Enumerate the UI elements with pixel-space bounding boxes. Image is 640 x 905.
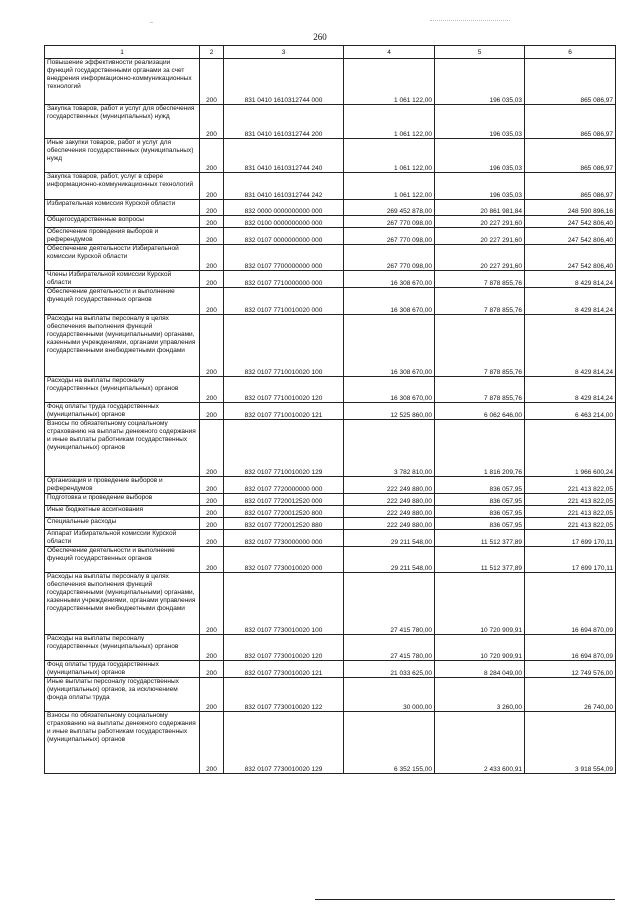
row-code-cell: 832 0107 7720012520 800 (224, 506, 344, 518)
table-row (45, 200, 616, 216)
row-code-cell: 832 0107 0000000000 000 (224, 228, 344, 245)
row-name-cell: Специальные расходы (45, 518, 200, 530)
table-header-row (45, 46, 616, 59)
row-remaining-cell: 6 463 214,00 (525, 403, 616, 420)
row-name-cell: Иные закупки товаров, работ и услуг для обеспечения государственных (муниципальных) нужд (45, 139, 200, 173)
row-code-cell: 831 0410 1610312744 242 (224, 173, 344, 200)
row-approved-cell: 222 249 880,00 (344, 477, 435, 494)
row-col2-cell: 200 (200, 494, 224, 506)
row-col2-cell: 200 (200, 678, 224, 712)
row-approved-cell: 30 000,00 (344, 678, 435, 712)
row-remaining-cell: 221 413 822,05 (525, 518, 616, 530)
row-name-cell: Обеспечение деятельности и выполнение функций государственных органов (45, 288, 200, 315)
row-code-cell: 832 0107 7710010020 100 (224, 315, 344, 377)
row-approved-cell: 29 211 548,00 (344, 530, 435, 547)
bottom-rule (315, 899, 615, 900)
row-col2-cell: 200 (200, 712, 224, 774)
row-col2-cell: 200 (200, 173, 224, 200)
row-executed-cell: 8 284 049,00 (435, 661, 525, 678)
row-approved-cell: 1 061 122,00 (344, 59, 435, 105)
row-name-cell: Избирательная комиссия Курской области (45, 200, 200, 216)
row-col2-cell: 200 (200, 139, 224, 173)
row-name-cell: Аппарат Избирательной комиссии Курской области (45, 530, 200, 547)
row-executed-cell: 836 057,95 (435, 506, 525, 518)
table-row (45, 105, 616, 139)
row-approved-cell: 222 249 880,00 (344, 506, 435, 518)
row-code-cell: 832 0100 0000000000 000 (224, 216, 344, 228)
row-name-cell: Взносы по обязательному социальному страхованию на выплаты денежного содержания и иные выплаты работникам государственных (муниципальных) органов (45, 712, 200, 774)
row-remaining-cell: 221 413 822,05 (525, 477, 616, 494)
row-approved-cell: 222 249 880,00 (344, 518, 435, 530)
row-executed-cell: 196 035,03 (435, 59, 525, 105)
row-executed-cell: 196 035,03 (435, 139, 525, 173)
row-remaining-cell: 221 413 822,05 (525, 494, 616, 506)
row-code-cell: 831 0410 1610312744 240 (224, 139, 344, 173)
row-name-cell: Закупка товаров, работ и услуг для обеспечения государственных (муниципальных) нужд (45, 105, 200, 139)
row-col2-cell: 200 (200, 403, 224, 420)
row-remaining-cell: 221 413 822,05 (525, 506, 616, 518)
header-cell-5: 5 (435, 46, 525, 59)
row-name-cell: Расходы на выплаты персоналу государственных (муниципальных) органов (45, 635, 200, 661)
row-executed-cell: 20 227 291,60 (435, 245, 525, 271)
row-col2-cell: 200 (200, 105, 224, 139)
table-row (45, 403, 616, 420)
row-approved-cell: 222 249 880,00 (344, 494, 435, 506)
row-code-cell: 832 0107 7710010020 121 (224, 403, 344, 420)
row-remaining-cell: 865 086,97 (525, 139, 616, 173)
table-row (45, 547, 616, 573)
row-executed-cell: 196 035,03 (435, 105, 525, 139)
row-col2-cell: 200 (200, 420, 224, 477)
row-executed-cell: 3 260,00 (435, 678, 525, 712)
row-col2-cell: 200 (200, 288, 224, 315)
table-row (45, 530, 616, 547)
row-code-cell: 832 0107 7700000000 000 (224, 245, 344, 271)
row-executed-cell: 1 816 209,76 (435, 420, 525, 477)
row-col2-cell: 200 (200, 216, 224, 228)
row-col2-cell: 200 (200, 271, 224, 288)
row-col2-cell: 200 (200, 377, 224, 403)
table-row (45, 377, 616, 403)
row-remaining-cell: 16 694 870,09 (525, 573, 616, 635)
table-row (45, 635, 616, 661)
row-name-cell: Закупка товаров, работ, услуг в сфере информационно-коммуникационных технологий (45, 173, 200, 200)
row-col2-cell: 200 (200, 518, 224, 530)
row-name-cell: Иные выплаты персоналу государственных (муниципальных) органов, за исключением фонда оплаты труда (45, 678, 200, 712)
row-name-cell: Иные бюджетные ассигнования (45, 506, 200, 518)
row-name-cell: Члены Избирательной комиссии Курской области (45, 271, 200, 288)
row-col2-cell: 200 (200, 635, 224, 661)
row-executed-cell: 20 861 981,84 (435, 200, 525, 216)
row-remaining-cell: 17 699 170,11 (525, 547, 616, 573)
row-approved-cell: 269 452 878,00 (344, 200, 435, 216)
row-approved-cell: 16 308 670,00 (344, 315, 435, 377)
row-col2-cell: 200 (200, 661, 224, 678)
table-row (45, 228, 616, 245)
row-executed-cell: 836 057,95 (435, 518, 525, 530)
table-row (45, 420, 616, 477)
row-code-cell: 832 0107 7730010020 100 (224, 573, 344, 635)
row-col2-cell: 200 (200, 200, 224, 216)
row-executed-cell: 836 057,95 (435, 477, 525, 494)
table-row (45, 173, 616, 200)
table-row (45, 315, 616, 377)
row-approved-cell: 12 525 860,00 (344, 403, 435, 420)
row-executed-cell: 20 227 291,60 (435, 228, 525, 245)
row-name-cell: Фонд оплаты труда государственных (муниципальных) органов (45, 403, 200, 420)
row-executed-cell: 6 062 646,00 (435, 403, 525, 420)
budget-table (44, 45, 616, 774)
row-remaining-cell: 247 542 806,40 (525, 228, 616, 245)
row-code-cell: 832 0107 7710000000 000 (224, 271, 344, 288)
row-col2-cell: 200 (200, 506, 224, 518)
row-code-cell: 832 0107 7730010020 000 (224, 547, 344, 573)
row-col2-cell: 200 (200, 573, 224, 635)
row-approved-cell: 1 061 122,00 (344, 173, 435, 200)
scan-artifact-dots (430, 20, 510, 21)
row-name-cell: Организация и проведение выборов и референдумов (45, 477, 200, 494)
row-name-cell: Подготовка и проведение выборов (45, 494, 200, 506)
page-number: 260 (313, 32, 327, 42)
table-row (45, 59, 616, 105)
row-executed-cell: 7 878 855,76 (435, 288, 525, 315)
row-executed-cell: 11 512 377,89 (435, 530, 525, 547)
table-row (45, 712, 616, 774)
header-cell-3: 3 (224, 46, 344, 59)
row-remaining-cell: 8 429 814,24 (525, 288, 616, 315)
row-approved-cell: 1 061 122,00 (344, 105, 435, 139)
table-row (45, 506, 616, 518)
row-approved-cell: 29 211 548,00 (344, 547, 435, 573)
header-cell-4: 4 (344, 46, 435, 59)
table-row (45, 288, 616, 315)
row-remaining-cell: 8 429 814,24 (525, 315, 616, 377)
row-approved-cell: 16 308 670,00 (344, 288, 435, 315)
row-approved-cell: 3 782 810,00 (344, 420, 435, 477)
row-code-cell: 832 0107 7720012520 000 (224, 494, 344, 506)
row-code-cell: 832 0107 7710010020 129 (224, 420, 344, 477)
table-row (45, 494, 616, 506)
row-executed-cell: 10 720 909,91 (435, 573, 525, 635)
row-name-cell: Общегосударственные вопросы (45, 216, 200, 228)
row-remaining-cell: 3 918 554,09 (525, 712, 616, 774)
row-remaining-cell: 16 694 870,09 (525, 635, 616, 661)
row-name-cell: Обеспечение деятельности Избирательной комиссии Курской области (45, 245, 200, 271)
row-executed-cell: 7 878 855,76 (435, 315, 525, 377)
row-executed-cell: 10 720 909,91 (435, 635, 525, 661)
row-remaining-cell: 865 086,97 (525, 173, 616, 200)
row-name-cell: Обеспечение деятельности и выполнение функций государственных органов (45, 547, 200, 573)
row-executed-cell: 836 057,95 (435, 494, 525, 506)
table-row (45, 477, 616, 494)
row-remaining-cell: 1 966 600,24 (525, 420, 616, 477)
row-col2-cell: 200 (200, 477, 224, 494)
row-code-cell: 832 0107 7710010020 000 (224, 288, 344, 315)
row-remaining-cell: 26 740,00 (525, 678, 616, 712)
table-row (45, 271, 616, 288)
row-name-cell: Расходы на выплаты персоналу государственных (муниципальных) органов (45, 377, 200, 403)
row-approved-cell: 267 770 098,00 (344, 228, 435, 245)
row-col2-cell: 200 (200, 59, 224, 105)
row-code-cell: 832 0107 7730000000 000 (224, 530, 344, 547)
row-code-cell: 832 0000 0000000000 000 (224, 200, 344, 216)
table-row (45, 245, 616, 271)
header-cell-1: 1 (45, 46, 200, 59)
row-code-cell: 832 0107 7730010020 122 (224, 678, 344, 712)
row-col2-cell: 200 (200, 530, 224, 547)
row-code-cell: 832 0107 7720000000 000 (224, 477, 344, 494)
row-col2-cell: 200 (200, 228, 224, 245)
row-remaining-cell: 8 429 814,24 (525, 271, 616, 288)
row-name-cell: Фонд оплаты труда государственных (муниципальных) органов (45, 661, 200, 678)
row-approved-cell: 6 352 155,00 (344, 712, 435, 774)
header-cell-6: 6 (525, 46, 616, 59)
row-approved-cell: 21 033 625,00 (344, 661, 435, 678)
row-remaining-cell: 247 542 806,40 (525, 245, 616, 271)
row-remaining-cell: 8 429 814,24 (525, 377, 616, 403)
row-executed-cell: 20 227 291,60 (435, 216, 525, 228)
row-name-cell: Повышение эффективности реализации функций государственными органами за счет внедрения информационно-коммуникационных технологий (45, 59, 200, 105)
row-remaining-cell: 247 542 806,40 (525, 216, 616, 228)
row-executed-cell: 11 512 377,89 (435, 547, 525, 573)
table-row (45, 678, 616, 712)
row-executed-cell: 2 433 600,91 (435, 712, 525, 774)
row-approved-cell: 267 770 098,00 (344, 245, 435, 271)
row-name-cell: Взносы по обязательному социальному страхованию на выплаты денежного содержания и иные выплаты работникам государственных (муниципальных) органов (45, 420, 200, 477)
row-approved-cell: 267 770 098,00 (344, 216, 435, 228)
table-row (45, 518, 616, 530)
row-code-cell: 832 0107 7720012520 880 (224, 518, 344, 530)
row-code-cell: 831 0410 1610312744 200 (224, 105, 344, 139)
row-col2-cell: 200 (200, 245, 224, 271)
row-executed-cell: 196 035,03 (435, 173, 525, 200)
row-remaining-cell: 248 590 896,16 (525, 200, 616, 216)
row-code-cell: 832 0107 7730010020 121 (224, 661, 344, 678)
row-remaining-cell: 865 086,97 (525, 59, 616, 105)
table-row (45, 661, 616, 678)
row-name-cell: Расходы на выплаты персоналу в целях обеспечения выполнения функций государственными (муниципальными) органами, казенными учреждениями, органами управления государственными внебюджетными фондами (45, 573, 200, 635)
row-approved-cell: 16 308 670,00 (344, 377, 435, 403)
table-row (45, 216, 616, 228)
header-cell-2: 2 (200, 46, 224, 59)
row-approved-cell: 27 415 780,00 (344, 573, 435, 635)
row-col2-cell: 200 (200, 547, 224, 573)
table-row (45, 573, 616, 635)
row-code-cell: 832 0107 7730010020 129 (224, 712, 344, 774)
row-remaining-cell: 865 086,97 (525, 105, 616, 139)
table-row (45, 139, 616, 173)
scan-artifact (150, 22, 153, 23)
table-body (45, 59, 616, 774)
row-remaining-cell: 17 699 170,11 (525, 530, 616, 547)
row-approved-cell: 27 415 780,00 (344, 635, 435, 661)
row-code-cell: 831 0410 1610312744 000 (224, 59, 344, 105)
row-name-cell: Обеспечение проведения выборов и референдумов (45, 228, 200, 245)
row-col2-cell: 200 (200, 315, 224, 377)
row-code-cell: 832 0107 7710010020 120 (224, 377, 344, 403)
row-code-cell: 832 0107 7730010020 120 (224, 635, 344, 661)
row-executed-cell: 7 878 855,76 (435, 377, 525, 403)
row-approved-cell: 1 061 122,00 (344, 139, 435, 173)
row-approved-cell: 16 308 670,00 (344, 271, 435, 288)
row-remaining-cell: 12 749 576,00 (525, 661, 616, 678)
row-name-cell: Расходы на выплаты персоналу в целях обеспечения выполнения функций государственными (муниципальными) органами, казенными учреждениями, органами управления государственными внебюджетными фондами (45, 315, 200, 377)
row-executed-cell: 7 878 855,76 (435, 271, 525, 288)
